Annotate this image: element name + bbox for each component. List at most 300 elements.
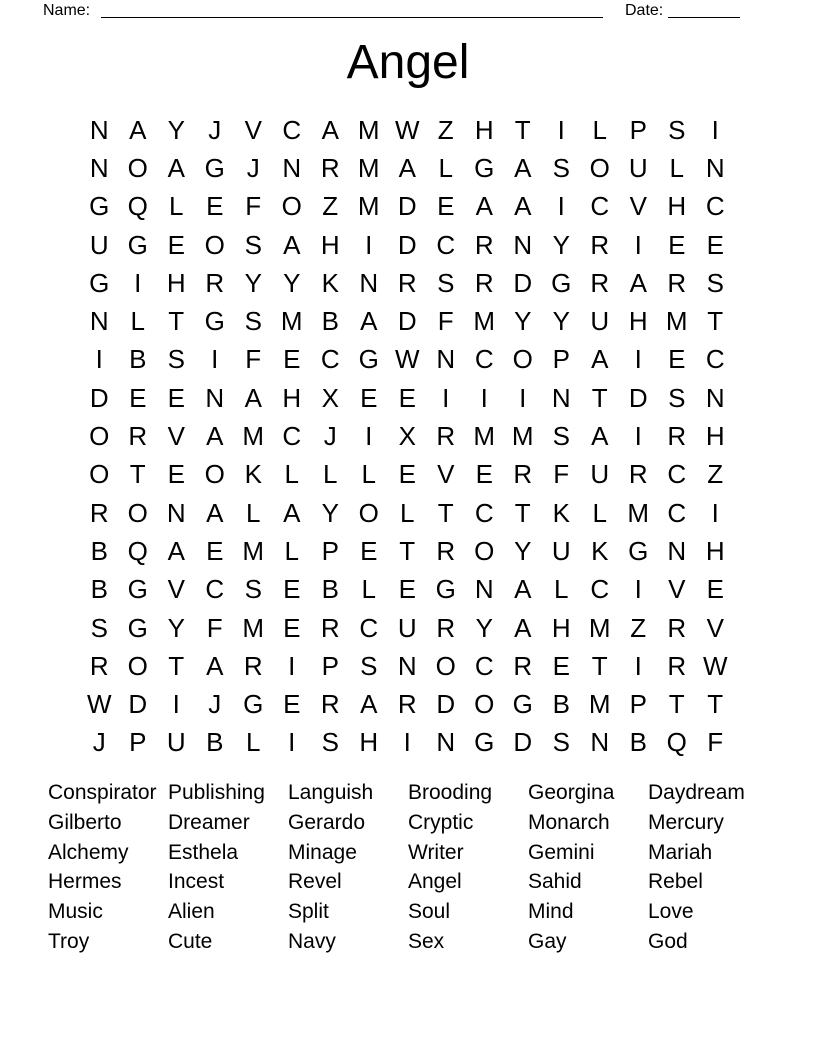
word-item: Mercury <box>648 810 724 834</box>
grid-letter: I <box>95 344 103 375</box>
grid-letter: R <box>590 229 610 260</box>
grid-letter: R <box>590 267 610 298</box>
grid-letter: E <box>167 229 185 260</box>
grid-letter: B <box>629 727 647 758</box>
grid-letter: W <box>394 114 420 145</box>
grid-letter: E <box>668 229 686 260</box>
grid-letter: E <box>398 459 416 490</box>
grid-letter: L <box>169 191 184 222</box>
grid-letter: A <box>129 114 147 145</box>
grid-letter: C <box>436 229 456 260</box>
grid-letter: Q <box>666 727 687 758</box>
grid-letter: S <box>706 267 724 298</box>
grid-letter: G <box>89 191 110 222</box>
grid-letter: B <box>206 727 224 758</box>
grid-letter: S <box>360 650 378 681</box>
grid-letter: V <box>244 114 262 145</box>
grid-letter: S <box>552 152 570 183</box>
word-item: Alien <box>168 900 215 924</box>
grid-letter: R <box>474 229 494 260</box>
grid-letter: L <box>400 497 415 528</box>
grid-letter: F <box>437 306 454 337</box>
grid-letter: L <box>246 727 261 758</box>
grid-letter: S <box>321 727 339 758</box>
grid-letter: G <box>127 229 148 260</box>
grid-letter: L <box>592 114 607 145</box>
grid-letter: A <box>321 114 339 145</box>
grid-letter: G <box>358 344 379 375</box>
grid-letter: D <box>89 382 109 413</box>
grid-letter: D <box>128 689 148 720</box>
grid-letter: N <box>436 344 456 375</box>
grid-letter: M <box>588 689 611 720</box>
grid-letter: U <box>397 612 417 643</box>
grid-letter: E <box>360 382 378 413</box>
word-item: Troy <box>48 929 90 953</box>
grid-letter: Y <box>514 535 532 566</box>
grid-letter: U <box>590 459 610 490</box>
grid-letter: T <box>168 650 185 681</box>
grid-letter: H <box>667 191 687 222</box>
grid-letter: R <box>89 650 109 681</box>
grid-letter: V <box>167 574 185 605</box>
grid-letter: E <box>283 574 301 605</box>
word-item: Dreamer <box>168 810 250 834</box>
grid-letter: N <box>89 306 109 337</box>
grid-letter: T <box>514 114 531 145</box>
name-label: Name: <box>43 2 91 19</box>
grid-letter: U <box>89 229 109 260</box>
grid-letter: B <box>90 535 108 566</box>
grid-letter: W <box>702 650 728 681</box>
grid-letter: A <box>360 306 378 337</box>
grid-letter: C <box>282 421 302 452</box>
word-item: Gay <box>528 929 567 953</box>
grid-letter: L <box>592 497 607 528</box>
grid-letter: O <box>474 535 495 566</box>
grid-letter: N <box>590 727 610 758</box>
word-item: Monarch <box>528 810 610 834</box>
grid-letter: F <box>245 344 262 375</box>
grid-letter: O <box>89 421 110 452</box>
word-item: Cryptic <box>408 810 474 834</box>
grid-letter: E <box>437 191 455 222</box>
grid-letter: I <box>634 344 642 375</box>
grid-letter: R <box>628 459 648 490</box>
grid-letter: L <box>323 459 338 490</box>
grid-letter: M <box>511 421 534 452</box>
grid-letter: N <box>513 229 533 260</box>
grid-letter: M <box>242 421 265 452</box>
word-list-column <box>408 778 528 957</box>
grid-letter: E <box>398 574 416 605</box>
word-item: Brooding <box>408 781 493 804</box>
grid-letter: S <box>90 612 108 643</box>
grid-letter: T <box>591 382 608 413</box>
grid-letter: S <box>167 344 185 375</box>
grid-letter: S <box>244 574 262 605</box>
word-item: Angel <box>408 870 462 894</box>
grid-letter: E <box>475 459 493 490</box>
word-item: Soul <box>408 900 451 924</box>
grid-letter: I <box>711 497 719 528</box>
grid-letter: I <box>365 229 373 260</box>
grid-letter: O <box>204 459 225 490</box>
word-item: Revel <box>288 870 342 894</box>
grid-letter: J <box>323 421 337 452</box>
grid-letter: J <box>208 114 222 145</box>
grid-letter: N <box>551 382 571 413</box>
grid-letter: R <box>436 612 456 643</box>
grid-letter: P <box>552 344 570 375</box>
grid-letter: R <box>513 650 533 681</box>
grid-letter: O <box>281 191 302 222</box>
grid-letter: U <box>166 727 186 758</box>
grid-letter: S <box>552 727 570 758</box>
grid-letter: R <box>397 267 417 298</box>
grid-letter: M <box>357 191 380 222</box>
grid-letter: A <box>206 497 224 528</box>
grid-letter: G <box>512 689 533 720</box>
grid-letter: K <box>552 497 570 528</box>
word-item: Sex <box>408 929 445 953</box>
grid-letter: E <box>398 382 416 413</box>
word-item: Languish <box>288 781 374 804</box>
word-item: Publishing <box>168 781 265 804</box>
word-item: Mariah <box>648 840 713 864</box>
grid-letter: O <box>589 152 610 183</box>
grid-letter: R <box>436 535 456 566</box>
grid-letter: H <box>359 727 379 758</box>
grid-letter: E <box>206 535 224 566</box>
grid-letter: A <box>283 229 301 260</box>
grid-letter: R <box>667 421 687 452</box>
grid-letter: E <box>167 459 185 490</box>
grid-letter: R <box>667 267 687 298</box>
grid-letter: Z <box>322 191 339 222</box>
grid-letter: M <box>588 612 611 643</box>
word-item: Cute <box>168 929 213 953</box>
grid-letter: C <box>667 459 687 490</box>
grid-letter: M <box>357 152 380 183</box>
grid-letter: M <box>627 497 650 528</box>
grid-letter: O <box>204 229 225 260</box>
grid-letter: T <box>707 689 724 720</box>
grid-letter: R <box>397 689 417 720</box>
grid-letter: E <box>360 535 378 566</box>
grid-letter: K <box>244 459 262 490</box>
grid-letter: B <box>552 689 570 720</box>
grid-letter: E <box>129 382 147 413</box>
grid-letter: C <box>474 344 494 375</box>
grid-letter: Q <box>127 191 148 222</box>
grid-letter: O <box>127 497 148 528</box>
grid-letter: I <box>403 727 411 758</box>
grid-letter: R <box>667 650 687 681</box>
word-item: Love <box>648 900 694 924</box>
grid-letter: G <box>551 267 572 298</box>
word-item: God <box>648 929 688 953</box>
grid-letter: Y <box>244 267 262 298</box>
grid-letter: M <box>473 421 496 452</box>
grid-letter: C <box>474 497 494 528</box>
grid-letter: H <box>474 114 494 145</box>
word-list-column <box>648 778 768 957</box>
grid-letter: L <box>669 152 684 183</box>
grid-letter: I <box>711 114 719 145</box>
grid-letter: J <box>92 727 106 758</box>
grid-letter: S <box>552 421 570 452</box>
grid-letter: L <box>554 574 569 605</box>
grid-letter: A <box>591 421 609 452</box>
grid-letter: A <box>244 382 262 413</box>
word-item: Music <box>48 900 103 924</box>
grid-letter: G <box>474 727 495 758</box>
grid-letter: L <box>284 459 299 490</box>
grid-letter: R <box>243 650 263 681</box>
grid-letter: A <box>591 344 609 375</box>
grid-letter: E <box>283 689 301 720</box>
grid-letter: D <box>397 306 417 337</box>
grid-letter: I <box>519 382 527 413</box>
grid-letter: O <box>89 459 110 490</box>
grid-letter: I <box>442 382 450 413</box>
grid-letter: S <box>437 267 455 298</box>
grid-letter: E <box>206 191 224 222</box>
grid-letter: M <box>242 612 265 643</box>
grid-letter: H <box>282 382 302 413</box>
grid-letter: O <box>127 650 148 681</box>
name-fill-line <box>101 1 603 18</box>
grid-letter: A <box>514 191 532 222</box>
date-label: Date: <box>625 2 664 19</box>
grid-letter: A <box>514 574 532 605</box>
word-list <box>48 778 768 957</box>
grid-letter: O <box>512 344 533 375</box>
grid-letter: Y <box>514 306 532 337</box>
grid-letter: X <box>398 421 416 452</box>
word-item: Gemini <box>528 840 595 864</box>
grid-letter: P <box>321 535 339 566</box>
grid-letter: U <box>628 152 648 183</box>
grid-letter: B <box>321 574 339 605</box>
word-item: Gerardo <box>288 810 366 834</box>
grid-letter: R <box>320 152 340 183</box>
grid-letter: A <box>398 152 416 183</box>
grid-letter: C <box>705 191 725 222</box>
word-list-column <box>288 778 408 957</box>
word-item: Hermes <box>48 870 122 894</box>
grid-letter: A <box>206 650 224 681</box>
grid-letter: C <box>282 114 302 145</box>
grid-letter: N <box>705 152 725 183</box>
grid-letter: C <box>359 612 379 643</box>
grid-letter: S <box>668 114 686 145</box>
grid-letter: T <box>591 650 608 681</box>
grid-letter: I <box>557 191 565 222</box>
grid-letter: I <box>211 344 219 375</box>
grid-letter: F <box>206 612 223 643</box>
grid-letter: H <box>705 421 725 452</box>
grid-letter: J <box>246 152 260 183</box>
grid-letter: C <box>320 344 340 375</box>
grid-letter: B <box>129 344 147 375</box>
grid-letter: E <box>283 344 301 375</box>
grid-letter: V <box>629 191 647 222</box>
grid-letter: C <box>474 650 494 681</box>
grid-letter: R <box>128 421 148 452</box>
grid-letter: Y <box>167 114 185 145</box>
grid-letter: E <box>706 229 724 260</box>
word-item: Mind <box>528 900 574 924</box>
grid-letter: Y <box>552 229 570 260</box>
grid-letter: G <box>204 152 225 183</box>
grid-letter: V <box>167 421 185 452</box>
grid-letter: W <box>394 344 420 375</box>
grid-letter: T <box>514 497 531 528</box>
grid-letter: W <box>86 689 112 720</box>
word-item: Minage <box>288 840 357 864</box>
grid-letter: I <box>288 650 296 681</box>
grid-letter: M <box>473 306 496 337</box>
grid-letter: J <box>208 689 222 720</box>
word-list-column <box>48 778 168 957</box>
grid-letter: U <box>551 535 571 566</box>
puzzle-title: Angel <box>346 36 470 89</box>
grid-letter: D <box>628 382 648 413</box>
grid-letter: C <box>705 344 725 375</box>
grid-letter: A <box>167 152 185 183</box>
grid-letter: R <box>320 612 340 643</box>
grid-letter: H <box>320 229 340 260</box>
grid-letter: I <box>634 421 642 452</box>
grid-letter: L <box>438 152 453 183</box>
grid-letter: M <box>280 306 303 337</box>
word-item: Rebel <box>648 870 703 894</box>
word-item: Incest <box>168 870 225 894</box>
grid-letter: N <box>397 650 417 681</box>
grid-letter: R <box>474 267 494 298</box>
grid-letter: N <box>205 382 225 413</box>
word-list-column <box>168 778 288 957</box>
grid-letter: N <box>474 574 494 605</box>
grid-letter: R <box>513 459 533 490</box>
grid-letter: F <box>245 191 262 222</box>
grid-letter: Z <box>707 459 724 490</box>
grid-letter: P <box>321 650 339 681</box>
grid-letter: C <box>205 574 225 605</box>
grid-letter: I <box>172 689 180 720</box>
grid-letter: Z <box>630 612 647 643</box>
grid-letter: N <box>89 114 109 145</box>
grid-letter: T <box>129 459 146 490</box>
grid-letter: I <box>288 727 296 758</box>
grid-letter: G <box>243 689 264 720</box>
grid-letter: Y <box>283 267 301 298</box>
grid-letter: I <box>557 114 565 145</box>
grid-letter: Y <box>321 497 339 528</box>
grid-letter: S <box>244 229 262 260</box>
grid-letter: A <box>514 612 532 643</box>
grid-letter: R <box>436 421 456 452</box>
grid-letter: B <box>321 306 339 337</box>
grid-letter: H <box>628 306 648 337</box>
grid-letter: G <box>435 574 456 605</box>
grid-letter: K <box>321 267 339 298</box>
grid-letter: O <box>358 497 379 528</box>
grid-letter: N <box>359 267 379 298</box>
grid-letter: L <box>361 574 376 605</box>
grid-letter: M <box>242 535 265 566</box>
grid-letter: D <box>513 267 533 298</box>
word-item: Writer <box>408 840 464 864</box>
word-item: Alchemy <box>48 840 129 864</box>
grid-letter: L <box>246 497 261 528</box>
word-item: Daydream <box>648 781 745 804</box>
grid-letter: F <box>553 459 570 490</box>
grid-letter: U <box>590 306 610 337</box>
grid-letter: K <box>591 535 609 566</box>
grid-letter: E <box>167 382 185 413</box>
grid-letter: M <box>357 114 380 145</box>
grid-letter: T <box>668 689 685 720</box>
grid-letter: H <box>551 612 571 643</box>
grid-letter: E <box>706 574 724 605</box>
grid-letter: D <box>397 229 417 260</box>
grid-letter: A <box>283 497 301 528</box>
grid-letter: Y <box>552 306 570 337</box>
word-item: Georgina <box>528 781 615 804</box>
grid-letter: N <box>282 152 302 183</box>
grid-letter: E <box>283 612 301 643</box>
grid-letter: O <box>435 650 456 681</box>
grid-letter: C <box>590 191 610 222</box>
grid-letter: P <box>629 114 647 145</box>
grid-letter: E <box>552 650 570 681</box>
grid-letter: T <box>399 535 416 566</box>
grid-letter: P <box>629 689 647 720</box>
grid-letter: N <box>89 152 109 183</box>
grid-letter: O <box>474 689 495 720</box>
grid-letter: S <box>244 306 262 337</box>
grid-letter: G <box>474 152 495 183</box>
grid-letter: Q <box>127 535 148 566</box>
word-item: Esthela <box>168 840 239 864</box>
grid-letter: B <box>90 574 108 605</box>
grid-letter: X <box>321 382 339 413</box>
grid-letter: D <box>513 727 533 758</box>
letter-grid <box>80 111 735 762</box>
grid-letter: A <box>475 191 493 222</box>
word-item: Navy <box>288 929 336 953</box>
grid-letter: I <box>634 650 642 681</box>
grid-letter: G <box>628 535 649 566</box>
grid-letter: A <box>206 421 224 452</box>
grid-letter: R <box>320 689 340 720</box>
grid-letter: Z <box>437 114 454 145</box>
grid-letter: S <box>668 382 686 413</box>
grid-letter: T <box>437 497 454 528</box>
grid-letter: A <box>167 535 185 566</box>
grid-letter: H <box>705 535 725 566</box>
grid-letter: L <box>284 535 299 566</box>
grid-letter: N <box>436 727 456 758</box>
grid-letter: I <box>480 382 488 413</box>
grid-letter: N <box>166 497 186 528</box>
grid-letter: L <box>130 306 145 337</box>
grid-letter: A <box>629 267 647 298</box>
grid-letter: T <box>168 306 185 337</box>
